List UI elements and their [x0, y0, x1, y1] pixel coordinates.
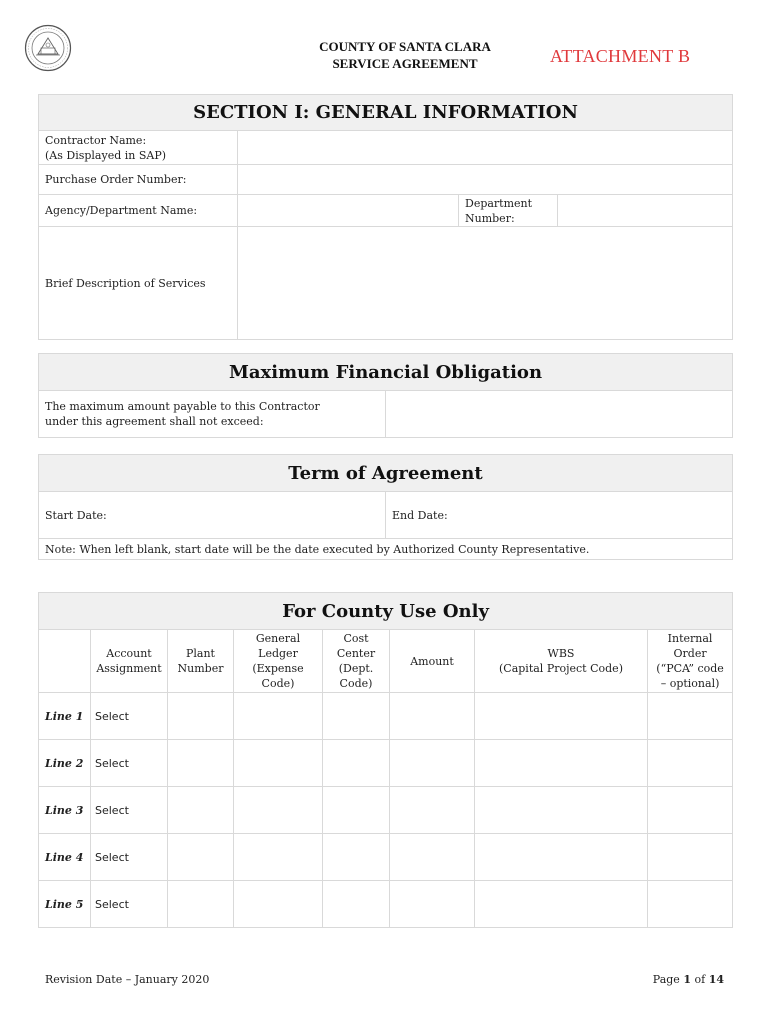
end-date-field[interactable]: [386, 492, 733, 539]
general-ledger-field[interactable]: [234, 740, 323, 787]
max-obligation-title: Maximum Financial Obligation: [39, 354, 733, 391]
internal-order-field[interactable]: [648, 693, 733, 740]
max-obligation-field[interactable]: [386, 391, 733, 438]
cost-center-field[interactable]: [323, 693, 390, 740]
wbs-field[interactable]: [475, 787, 648, 834]
contractor-name-field[interactable]: [238, 131, 733, 165]
plant-number-field[interactable]: [168, 740, 234, 787]
account-assignment-select[interactable]: Select: [91, 787, 168, 834]
amount-field[interactable]: [390, 693, 475, 740]
county-use-table: [38, 592, 733, 928]
section-1-title: SECTION I: GENERAL INFORMATION: [39, 95, 733, 131]
table-row: [39, 740, 733, 787]
wbs-field[interactable]: [475, 740, 648, 787]
line-label: Line 1: [39, 693, 91, 740]
general-ledger-field[interactable]: [234, 881, 323, 928]
agreement-type: SERVICE AGREEMENT: [332, 56, 478, 71]
county-seal-logo: [24, 24, 72, 72]
amount-field[interactable]: [390, 834, 475, 881]
table-row: [39, 693, 733, 740]
plant-number-field[interactable]: [168, 834, 234, 881]
cost-center-field[interactable]: [323, 834, 390, 881]
table-row: [39, 881, 733, 928]
plant-number-field[interactable]: [168, 881, 234, 928]
amount-field[interactable]: [390, 787, 475, 834]
department-number-label: Department Number:: [459, 195, 558, 227]
amount-field[interactable]: [390, 881, 475, 928]
line-label: Line 4: [39, 834, 91, 881]
internal-order-field[interactable]: [648, 740, 733, 787]
department-number-field[interactable]: [558, 195, 733, 227]
general-ledger-field[interactable]: [234, 693, 323, 740]
line-label: Line 5: [39, 881, 91, 928]
cost-center-field[interactable]: [323, 740, 390, 787]
amount-field[interactable]: [390, 740, 475, 787]
line-label: Line 3: [39, 787, 91, 834]
amount-header: Amount: [390, 630, 475, 693]
wbs-field[interactable]: [475, 881, 648, 928]
general-ledger-header: General Ledger (Expense Code): [234, 630, 323, 693]
document-header: [300, 38, 510, 72]
page-number: Page 1 of 14: [652, 973, 724, 986]
table-row: [39, 787, 733, 834]
account-assignment-select[interactable]: Select: [91, 693, 168, 740]
general-ledger-field[interactable]: [234, 834, 323, 881]
description-field[interactable]: [238, 227, 733, 340]
wbs-header: WBS (Capital Project Code): [475, 630, 648, 693]
cost-center-field[interactable]: [323, 787, 390, 834]
internal-order-header: Internal Order (“PCA” code – optional): [648, 630, 733, 693]
attachment-label: ATTACHMENT B: [550, 46, 691, 66]
county-name: COUNTY OF SANTA CLARA: [319, 39, 491, 54]
table-row: [39, 834, 733, 881]
start-date-label: Start Date:: [45, 508, 107, 522]
line-column-header: [39, 630, 91, 693]
account-assignment-select[interactable]: Select: [91, 740, 168, 787]
cost-center-field[interactable]: [323, 881, 390, 928]
term-note: Note: When left blank, start date will be the date executed by Authorized County Representative.: [39, 539, 733, 560]
contractor-name-label: Contractor Name: (As Displayed in SAP): [39, 131, 238, 165]
cost-center-header: Cost Center (Dept. Code): [323, 630, 390, 693]
account-assignment-select[interactable]: Select: [91, 834, 168, 881]
general-information-table: [38, 94, 733, 340]
plant-number-header: Plant Number: [168, 630, 234, 693]
start-date-field[interactable]: [39, 492, 386, 539]
max-obligation-label: The maximum amount payable to this Contractor under this agreement shall not exceed:: [39, 391, 386, 438]
term-title: Term of Agreement: [39, 455, 733, 492]
internal-order-field[interactable]: [648, 834, 733, 881]
county-use-title: For County Use Only: [39, 593, 733, 630]
purchase-order-label: Purchase Order Number:: [39, 165, 238, 195]
revision-date: Revision Date – January 2020: [45, 973, 210, 986]
end-date-label: End Date:: [392, 508, 448, 522]
agency-department-field[interactable]: [238, 195, 459, 227]
wbs-field[interactable]: [475, 693, 648, 740]
wbs-field[interactable]: [475, 834, 648, 881]
agency-department-label: Agency/Department Name:: [39, 195, 238, 227]
internal-order-field[interactable]: [648, 787, 733, 834]
max-financial-obligation-table: [38, 353, 733, 438]
internal-order-field[interactable]: [648, 881, 733, 928]
account-assignment-header: Account Assignment: [91, 630, 168, 693]
plant-number-field[interactable]: [168, 693, 234, 740]
general-ledger-field[interactable]: [234, 787, 323, 834]
purchase-order-field[interactable]: [238, 165, 733, 195]
plant-number-field[interactable]: [168, 787, 234, 834]
description-label: Brief Description of Services: [39, 227, 238, 340]
account-assignment-select[interactable]: Select: [91, 881, 168, 928]
term-of-agreement-table: [38, 454, 733, 560]
line-label: Line 2: [39, 740, 91, 787]
